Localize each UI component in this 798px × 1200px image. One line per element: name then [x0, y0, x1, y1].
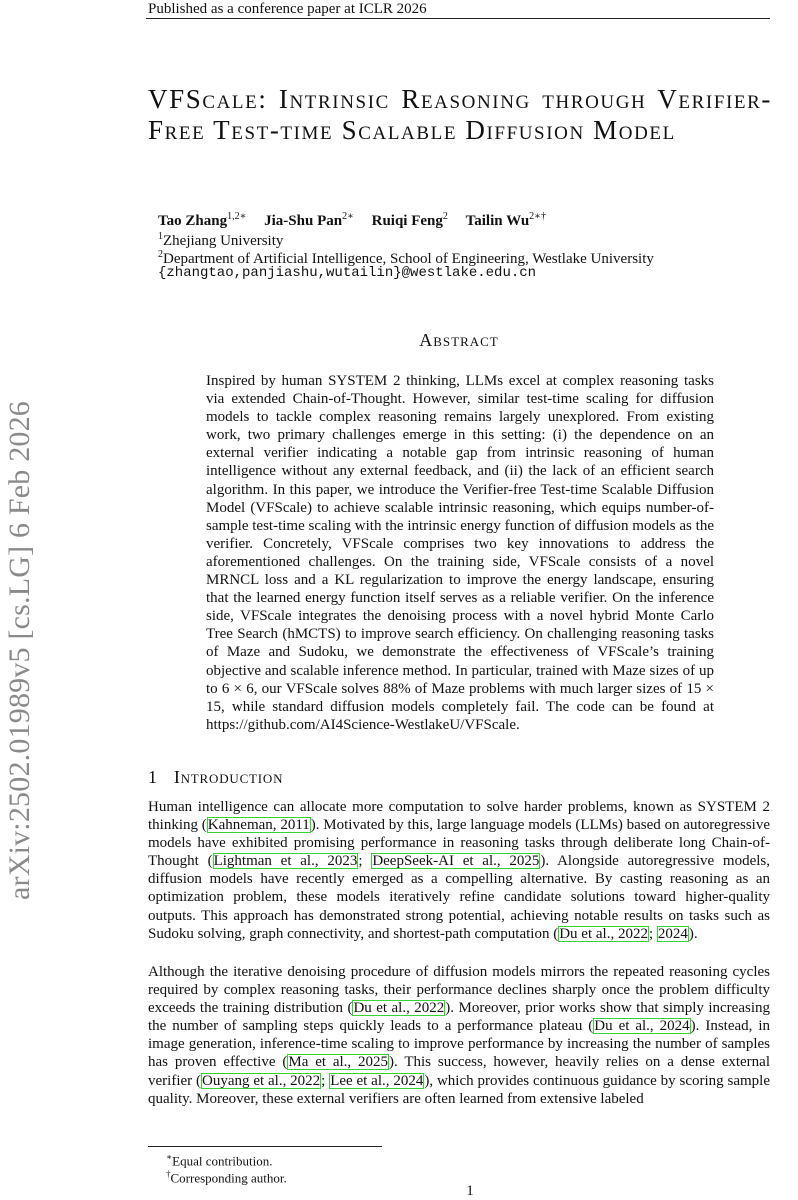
footnote: †Corresponding author.: [166, 1169, 287, 1186]
arxiv-identifier: arXiv:2502.01989v5 [cs.LG] 6 Feb 2026: [3, 400, 36, 900]
footnote-rule: [148, 1146, 382, 1147]
citation-link[interactable]: Lee et al., 2024: [330, 1072, 424, 1089]
abstract-body: Inspired by human SYSTEM 2 thinking, LLMs excel at complex reasoning tasks via extended Chain-of-Thought. However, similar test-time scaling for diffusion models to tackle complex reasoning remains largely unexplored. From existing work, two primary challenges emerge in this setting: (i) the dependence on an external verifier indicating a notable gap from intrinsic reasoning of human intelligence without any external feedback, and (ii) the lack of an efficient search algorithm. In this paper, we introduce the Verifier-free Test-time Scalable Diffusion Model (VFScale) to achieve scalable intrinsic reasoning, which equips number-of-sample test-time scaling with the intrinsic energy function of diffusion models as the verifier. Concretely, VFScale comprises two key innovations to address the aforementioned challenges. On the training side, VFScale consists of a novel MRNCL loss and a KL regularization to improve the energy landscape, ensuring that the learned energy function itself serves as a reliable verifier. On the inference side, VFScale integrates the denoising process with a novel hybrid Monte Carlo Tree Search (hMCTS) to improve search efficiency. On challenging reasoning tasks of Maze and Sudoku, we demonstrate the effectiveness of VFScale’s training objective and scalable inference method. In particular, trained with Maze sizes of up to 6 × 6, our VFScale solves 88% of Maze problems with much larger sizes of 15 × 15, while standard diffusion models completely fail. The code can be found at https://github.com/AI4Science-WestlakeU/VFScale.: [206, 373, 714, 733]
author: Ruiqi Feng$^2$: [371, 211, 448, 229]
citation-link[interactable]: Du et al., 2022: [353, 1000, 445, 1017]
affiliation: $^2$Department of Artificial Intelligence, School of Engineering, Westlake University: [158, 249, 654, 267]
author-list: [158, 208, 560, 230]
citation-link[interactable]: Du et al., 2022: [559, 925, 648, 942]
paragraph: Although the iterative denoising procedure of diffusion models mirrors the repeated reasoning cycles required by complex reasoning tasks, their performance declines sharply once the problem difficulty exceeds the training distribution (Du et al., 2022). Moreover, prior works show that simply increasing the number of sampling steps quickly leads to a performance plateau (Du et al., 2024). Instead, in image generation, inference-time scaling to improve performance by increasing the number of samples has proven effective (Ma et al., 2025). This success, however, heavily relies on a dense external verifier (Ouyang et al., 2022; Lee et al., 2024), which provides continuous guidance by scoring sample quality. Moreover, these external verifiers are often learned from extensive labeled: [148, 964, 771, 1107]
citation-link[interactable]: 2024: [657, 925, 688, 942]
citation-link[interactable]: Ouyang et al., 2022: [201, 1072, 321, 1089]
page-number: 1: [466, 1183, 474, 1199]
section-heading: 1 Introduction: [148, 767, 284, 787]
author: Tao Zhang$^{1,2∗}$: [158, 211, 247, 229]
header-rule: [146, 18, 770, 19]
abstract-heading: Abstract: [419, 330, 499, 350]
running-header: Published as a conference paper at ICLR 2026: [148, 1, 427, 17]
citation-link[interactable]: Lightman et al., 2023: [213, 853, 358, 870]
citation-link[interactable]: Du et al., 2024: [594, 1018, 690, 1035]
citation-link[interactable]: Kahneman, 2011: [207, 817, 310, 834]
author: Jia-Shu Pan$^{2∗}$: [264, 211, 354, 229]
citation-link[interactable]: Ma et al., 2025: [288, 1054, 389, 1071]
citation-link[interactable]: DeepSeek-AI et al., 2025: [372, 853, 540, 870]
affiliation: $^1$Zhejiang University: [158, 231, 284, 249]
paragraph: Human intelligence can allocate more computation to solve harder problems, known as SYSTEM 2 thinking (Kahneman, 2011). Motivated by this, large language models (LLMs) based on autoregressive models have exhibited promising performance in reasoning tasks through deliberate long Chain-of-Thought (Lightman et al., 2023; DeepSeek-AI et al., 2025). Alongside autoregressive models, diffusion models have recently emerged as a compelling alternative. By casting reasoning as an optimization problem, these models iteratively refine candidate solutions toward higher-quality outputs. This approach has demonstrated strong potential, achieving notable results on tasks such as Sudoku solving, graph connectivity, and shortest-path computation (Du et al., 2022; 2024).: [148, 799, 770, 942]
paper-title: VFScale: Intrinsic Reasoning through Verifier-Free Test-time Scalable Diffusion Model: [148, 84, 772, 145]
author-emails: {zhangtao,panjiashu,wutailin}@westlake.edu.cn: [158, 265, 537, 281]
author: Tailin $Wu^{2∗\dagger}$: [465, 211, 546, 229]
footnote: ∗Equal contribution.: [166, 1152, 273, 1169]
